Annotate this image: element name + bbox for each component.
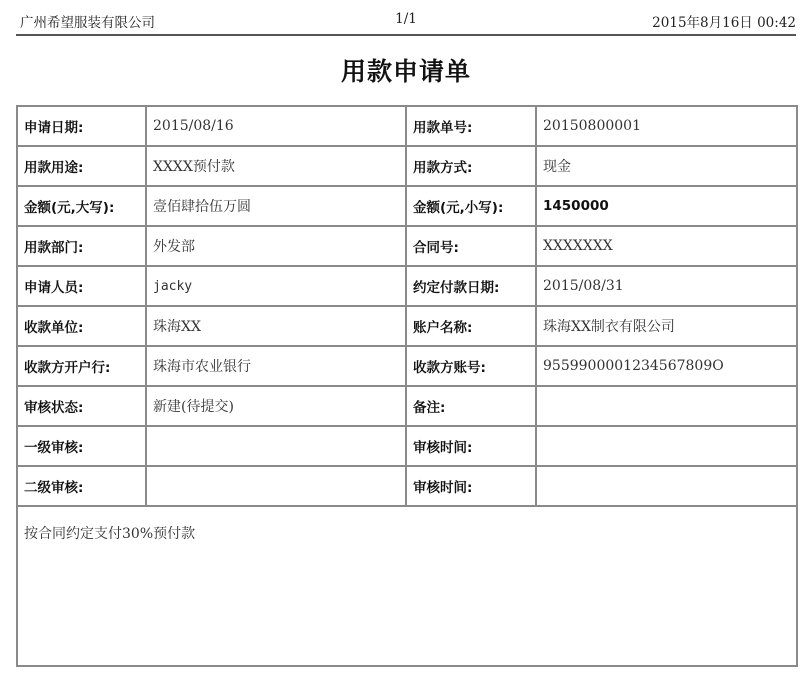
remark-row — [17, 506, 797, 666]
amount-words-value: 壹佰肆拾伍万圆 — [146, 186, 406, 226]
request-number-value: 20150800001 — [536, 106, 797, 146]
amount-figures-value: 1450000 — [536, 186, 797, 226]
request-form-table — [16, 105, 798, 667]
page-number: 1/1 — [395, 11, 417, 27]
company-name: 广州希望服装有限公司 — [20, 15, 155, 31]
document-title: 用款申请单 — [340, 57, 471, 86]
payee-value: 珠海XX — [146, 306, 406, 346]
table-row — [17, 226, 797, 266]
apply-date-value: 2015/08/16 — [146, 106, 406, 146]
payee-bank-label: 收款方开户行: — [17, 346, 146, 386]
payee-account-label: 收款方账号: — [406, 346, 536, 386]
second-review-time-label: 审核时间: — [406, 466, 536, 506]
purpose-label: 用款用途: — [17, 146, 146, 186]
first-review-time-value — [536, 426, 797, 466]
second-review-label: 二级审核: — [17, 466, 146, 506]
first-review-time-label: 审核时间: — [406, 426, 536, 466]
table-row — [17, 266, 797, 306]
agreed-pay-date-value: 2015/08/31 — [536, 266, 797, 306]
review-status-value: 新建(待提交) — [146, 386, 406, 426]
department-label: 用款部门: — [17, 226, 146, 266]
apply-date-label: 申请日期: — [17, 106, 146, 146]
first-review-label: 一级审核: — [17, 426, 146, 466]
payee-bank-value: 珠海市农业银行 — [146, 346, 406, 386]
second-review-value — [146, 466, 406, 506]
purpose-value: XXXX预付款 — [146, 146, 406, 186]
table-row — [17, 146, 797, 186]
request-number-label: 用款单号: — [406, 106, 536, 146]
payee-label: 收款单位: — [17, 306, 146, 346]
table-row — [17, 106, 797, 146]
table-row — [17, 426, 797, 466]
payee-account-value: 9559900001234567809O — [536, 346, 797, 386]
contract-number-value: XXXXXXX — [536, 226, 797, 266]
agreed-pay-date-label: 约定付款日期: — [406, 266, 536, 306]
department-value: 外发部 — [146, 226, 406, 266]
table-row — [17, 386, 797, 426]
payment-method-value: 现金 — [536, 146, 797, 186]
amount-words-label: 金额(元,大写): — [17, 186, 146, 226]
table-row — [17, 466, 797, 506]
applicant-value: jacky — [146, 266, 406, 306]
note-value — [536, 386, 797, 426]
first-review-value — [146, 426, 406, 466]
print-datetime: 2015年8月16日 00:42 — [652, 15, 796, 31]
amount-figures-label: 金额(元,小写): — [406, 186, 536, 226]
page-header — [16, 0, 796, 36]
review-status-label: 审核状态: — [17, 386, 146, 426]
table-row — [17, 306, 797, 346]
table-row — [17, 186, 797, 226]
note-label: 备注: — [406, 386, 536, 426]
second-review-time-value — [536, 466, 797, 506]
contract-number-label: 合同号: — [406, 226, 536, 266]
payment-method-label: 用款方式: — [406, 146, 536, 186]
applicant-label: 申请人员: — [17, 266, 146, 306]
table-row — [17, 346, 797, 386]
account-name-label: 账户名称: — [406, 306, 536, 346]
remark-text: 按合同约定支付30%预付款 — [17, 506, 797, 666]
account-name-value: 珠海XX制衣有限公司 — [536, 306, 797, 346]
